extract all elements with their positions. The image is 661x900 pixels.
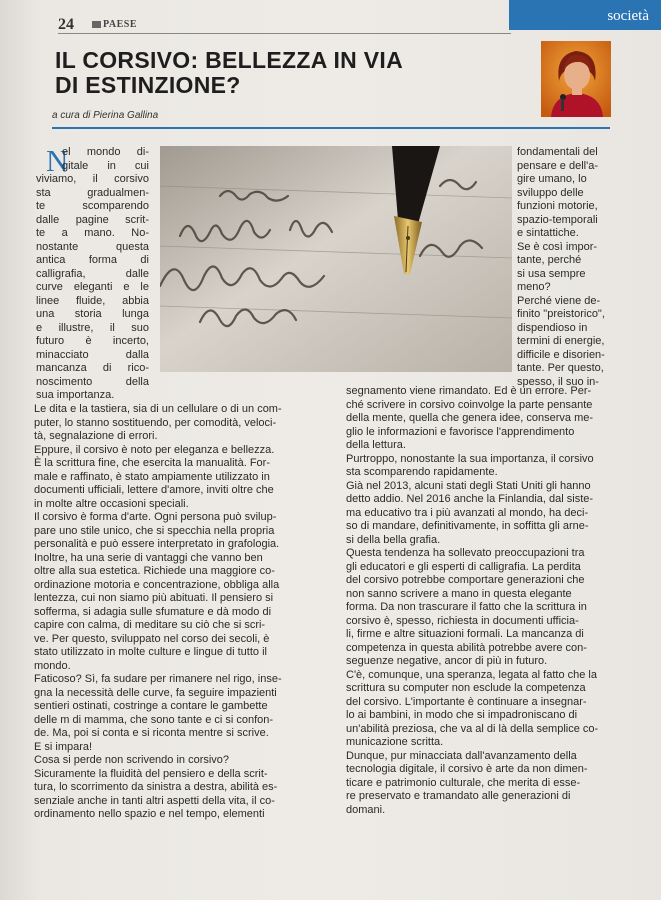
text-line: li, firme e altre situazioni formali. La mancanza di	[346, 628, 584, 640]
text-line: senziale anche in tanti altri aspetti della vita, il co-	[34, 794, 275, 807]
text-line: della lettura.	[346, 439, 406, 451]
text-line: meno?	[517, 281, 551, 293]
text-line: Se è così impor-	[517, 240, 598, 253]
text-line: competenza in questa abilità potrebbe avere con-	[346, 641, 587, 654]
text-column-left	[34, 403, 342, 822]
text-line: ché scrivere in corsivo coinvolge la parte pensante	[346, 398, 593, 411]
text-line: capire con calma, di meditare su ciò che si scri-	[34, 619, 266, 631]
text-line: spazio-temporali	[517, 213, 598, 226]
text-line: scrittura su computer non esclude la competenza	[346, 682, 586, 694]
text-line: Perché viene de-	[517, 294, 601, 307]
text-line: lentezza, cui non siamo più abituati. Il pensiero si	[34, 592, 274, 604]
text-line: lo ai bambini, in modo che si impadroniscano di	[346, 709, 578, 721]
text-line: puter, lo stanno sostituendo, per comodità, veloci-	[34, 416, 277, 429]
text-line: È la scrittura fine, che esercita la manualità. For-	[34, 457, 270, 469]
text-line: termini di energie,	[517, 335, 605, 347]
text-line: sta scomparendo rapidamente.	[346, 466, 498, 478]
text-line: Eppure, il corsivo è noto per eleganza e bellezza.	[34, 443, 275, 456]
author-photo	[541, 41, 611, 117]
text-line: ordinazione motoria e concentrazione, obbliga alla	[34, 578, 280, 591]
text-line: curve eleganti e le	[36, 281, 149, 293]
text-line: non sanno scrivere a mano in questa elegante	[346, 587, 572, 600]
section-label: società	[607, 8, 649, 24]
text-line: pensare e dell'a-	[517, 159, 598, 172]
text-line: noscimento della	[36, 375, 149, 388]
text-line: seguenze negative, ancor di più in futuro.	[346, 655, 548, 667]
text-line: tante. Per questo,	[517, 362, 604, 374]
text-line: delle m di mamma, che sono tante e ci si confon-	[34, 713, 274, 726]
text-line: domani.	[346, 803, 386, 816]
text-line: gna la necessità delle curve, fa seguire impazienti	[34, 686, 277, 699]
text-line: e sintattiche.	[517, 227, 579, 239]
text-line: mondo.	[34, 659, 71, 672]
text-line: del corsivo potrebbe comportare generazioni che	[346, 574, 585, 586]
text-line: linee fluide, abbia	[36, 294, 149, 307]
text-right-of-image	[517, 146, 625, 389]
text-line: te a mano. No-	[36, 227, 149, 239]
text-line: viviamo, il corsivo	[36, 173, 149, 185]
text-line: te scomparendo	[36, 200, 149, 212]
text-line: documenti ufficiali, lettere d'amore, inviti oltre che	[34, 484, 274, 496]
text-line: segnamento viene rimandato. Ed è un errore. Per-	[346, 385, 592, 397]
text-line: tecnologia digitale, il corsivo è arte da non dimen-	[346, 763, 588, 775]
text-line: difficile e disorien-	[517, 348, 605, 361]
text-line: sua importanza.	[36, 389, 115, 401]
text-line: antica forma di	[36, 254, 149, 266]
text-line: sviluppo delle	[517, 186, 584, 199]
text-line: e illustre, il suo	[36, 321, 149, 334]
magazine-logo-icon	[92, 21, 101, 28]
text-line: el mondo di-	[62, 146, 149, 158]
text-line: detto addio. Nel 2016 anche la Finlandia, dal siste-	[346, 493, 594, 505]
text-line: Le dita e la tastiera, sia di un cellulare o di un com-	[34, 403, 282, 415]
text-line: Questa tendenza ha sollevato preoccupazioni tra	[346, 547, 585, 559]
text-line: Faticoso? Sì, fa sudare per rimanere nel rigo, inse-	[34, 673, 282, 685]
text-line: Inoltre, ha una serie di vantaggi che vanno ben	[34, 551, 263, 564]
fountain-pen-image	[160, 146, 512, 372]
text-line: oltre alla sua estetica. Richiede una maggiore co-	[34, 565, 275, 577]
text-line: della mente, quella che genera idee, conserva me-	[346, 412, 594, 424]
text-line: funzioni motorie,	[517, 200, 598, 212]
page-number: 24	[58, 16, 74, 33]
text-line: minacciato dalla	[36, 348, 149, 361]
text-line: in molte altre occasioni speciali.	[34, 497, 189, 510]
text-line: futuro è incerto,	[36, 335, 149, 347]
magazine-name	[92, 19, 137, 30]
text-line: forma. Da non trascurare il fatto che la scrittura in	[346, 601, 587, 613]
title-rule	[52, 127, 610, 129]
text-line: stato utilizzato in molte culture e lingue di tutto il	[34, 646, 267, 658]
text-column-right	[346, 385, 651, 817]
text-line: dispendioso in	[517, 321, 588, 334]
text-line: male e raffinato, è stato ampiamente utilizzato in	[34, 470, 270, 483]
text-line: sentieri ostinati, costringe a contare le gambette	[34, 700, 268, 712]
section-tab	[509, 0, 661, 30]
article-title	[55, 48, 525, 98]
text-line: de. Ma, poi si conta e si riconta mentre si scrive.	[34, 727, 269, 739]
text-left-of-image	[36, 143, 149, 403]
text-line: gitale in cui	[62, 159, 149, 172]
text-line: personalità e può essere interpretato in grafologia.	[34, 538, 280, 550]
text-line: re preservato e tramandato alle generazioni di	[346, 790, 571, 802]
text-line: ordinamento nello spazio e nel tempo, elementi	[34, 808, 265, 820]
header-rule	[58, 33, 511, 34]
text-line: fondamentali del	[517, 146, 598, 158]
text-line: ma educativo tra i più avanzati al mondo, ha deci-	[346, 506, 589, 519]
text-line: tura, lo scorrimento da sinistra a destra, abilità es-	[34, 781, 278, 793]
text-line: del corsivo. L'importante è continuare a insegnar-	[346, 695, 587, 708]
text-line: calligrafia, dalle	[36, 267, 149, 280]
text-line: Dunque, pur minacciata dall'avanzamento della	[346, 749, 577, 762]
text-line: si della bella grafia.	[346, 533, 441, 546]
text-line: so di mandare, definitivamente, in soffitta gli arne-	[346, 520, 589, 532]
text-line: gire umano, lo	[517, 173, 587, 185]
article-author: a cura di Pierina Gallina	[52, 110, 159, 121]
text-line: Purtroppo, nonostante la sua importanza, il corsivo	[346, 452, 594, 465]
text-line: sta gradualmen-	[36, 186, 149, 199]
text-line: spesso, il suo in-	[517, 375, 599, 388]
text-line: finito "preistorico",	[517, 308, 605, 320]
text-line: si usa sempre	[517, 267, 586, 280]
magazine-name-text: PAESE	[103, 19, 137, 30]
text-line: Cosa si perde non scrivendo in corsivo?	[34, 754, 230, 766]
text-line: sofferma, si adagia sulle sfumature e dà modo di	[34, 605, 272, 618]
text-line: Sicuramente la fluidità del pensiero e della scrit-	[34, 767, 268, 780]
text-line: pare uno stile unico, che si specchia nella propria	[34, 524, 275, 537]
text-line: nostante questa	[36, 240, 149, 253]
text-line: gli educatori e gli esperti di calligrafia. La perdita	[346, 560, 581, 573]
text-line: mancanza di rico-	[36, 362, 149, 374]
text-line: una storia lunga	[36, 308, 149, 320]
text-line: un'abilità preziosa, che va al di là della semplice co-	[346, 722, 599, 735]
article-title-line2: DI ESTINZIONE?	[55, 72, 241, 98]
text-line: Il corsivo è forma d'arte. Ogni persona può svilup-	[34, 511, 277, 523]
text-line: ve. Per questo, sviluppato nel corso dei secoli, è	[34, 632, 270, 645]
article-title-line1: IL CORSIVO: BELLEZZA IN VIA	[55, 47, 404, 73]
text-line: E si impara!	[34, 740, 93, 753]
text-line: Già nel 2013, alcuni stati degli Stati Uniti gli hanno	[346, 479, 591, 492]
text-line: dalle pagine scrit-	[36, 213, 149, 226]
text-line: municazione scritta.	[346, 736, 444, 748]
text-line: ticare e patrimonio culturale, che merita di esse-	[346, 776, 581, 789]
text-line: corsivo è, spesso, richiesta in documenti ufficia-	[346, 614, 579, 627]
text-line: glio le informazioni e favorisce l'apprendimento	[346, 425, 575, 438]
text-line: tà, segnalazione di errori.	[34, 430, 158, 442]
text-line: tante, perché	[517, 254, 582, 266]
text-line: C'è, comunque, una speranza, legata al fatto che la	[346, 668, 597, 681]
drop-cap: N	[46, 143, 69, 178]
